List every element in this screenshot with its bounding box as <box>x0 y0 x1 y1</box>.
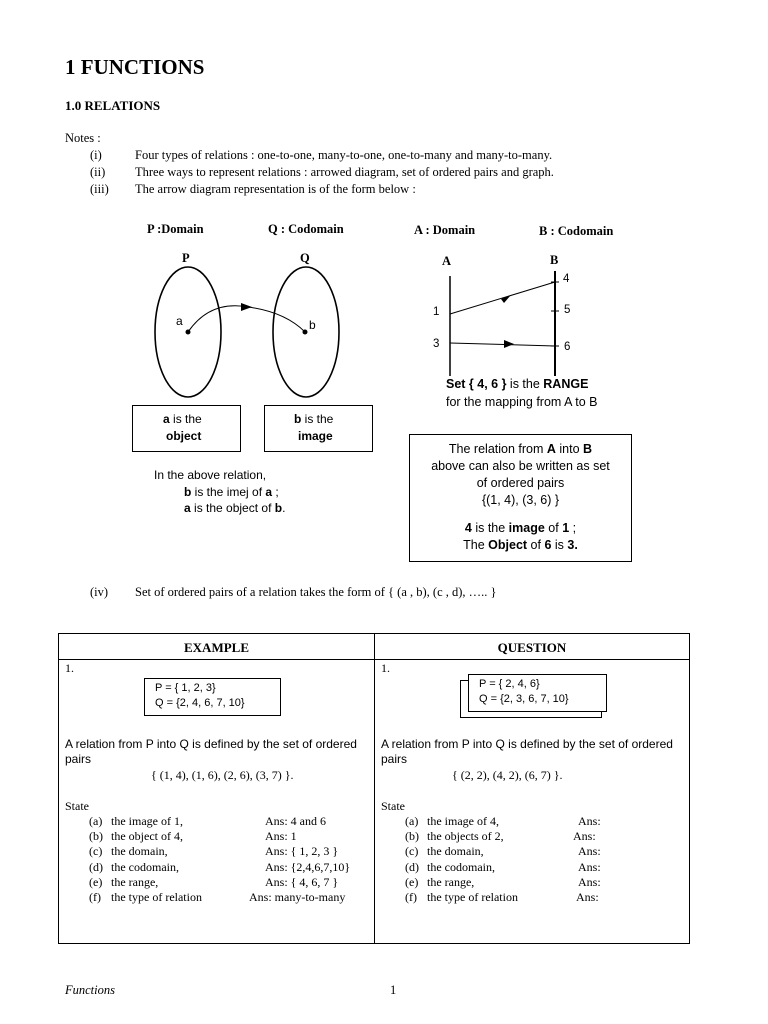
question-item-f: (f) the type of relation <box>405 890 518 904</box>
example-state: State <box>65 799 89 813</box>
relation-line5: 4 is the image of 1 ; <box>464 521 577 535</box>
question-header: QUESTION <box>497 640 567 655</box>
value-1: 1 <box>433 306 440 318</box>
arrow-head-1 <box>501 295 511 303</box>
question-item-c: (c) the domain, <box>405 844 484 858</box>
caption-line1: In the above relation, <box>154 468 267 482</box>
domain-label: P :Domain <box>147 222 204 236</box>
question-set-p: P = { 2, 4, 6} <box>479 678 540 690</box>
value-5: 5 <box>564 304 571 316</box>
question-cell <box>375 660 690 944</box>
question-answer-f: Ans: <box>576 890 599 904</box>
question-item-d: (d) the codomain, <box>405 860 495 874</box>
question-pairs: { (2, 2), (4, 2), (6, 7) }. <box>452 768 563 782</box>
arrow-diagram-pq <box>140 260 350 405</box>
set-q-label: Q <box>300 251 310 265</box>
object-box-line2: object <box>166 429 202 443</box>
example-cell <box>59 660 375 944</box>
note-num: (iv) <box>90 585 109 599</box>
codomain-b-label: B : Codomain <box>539 224 614 238</box>
question-sets-box <box>468 674 607 712</box>
set-a-label: A <box>442 254 452 268</box>
question-desc-line2: pairs <box>381 752 408 766</box>
caption-line2: b is the imej of a ; <box>184 485 279 499</box>
question-answer-e: Ans: <box>578 875 601 889</box>
relation-line4: {(1, 4), (3, 6) } <box>481 493 560 507</box>
example-answer-f: Ans: many-to-many <box>249 890 346 904</box>
note-text: Three ways to represent relations : arrowed diagram, set of ordered pairs and graph. <box>135 165 554 179</box>
question-number: 1. <box>381 661 390 675</box>
codomain-label: Q : Codomain <box>268 222 344 236</box>
set-b-label: B <box>550 253 559 267</box>
caption-line3: a is the object of b. <box>184 501 286 515</box>
object-box-line1: a is the <box>163 412 202 426</box>
arrow-diagram-ab <box>440 268 570 380</box>
example-item-c: (c) the domain, <box>89 844 168 858</box>
note-num: (i) <box>90 148 102 162</box>
relation-note-box <box>409 434 632 562</box>
example-pairs: { (1, 4), (1, 6), (2, 6), (3, 7) }. <box>151 768 294 782</box>
page-number: 1 <box>390 983 397 997</box>
question-answer-a: Ans: <box>578 814 601 828</box>
arrow-head <box>241 303 252 311</box>
example-header-cell <box>59 634 375 660</box>
relation-line2: above can also be written as set <box>431 459 610 473</box>
notes-label: Notes : <box>65 131 101 145</box>
relation-line1: The relation from A into B <box>448 442 593 456</box>
image-box <box>264 405 373 452</box>
example-item-b: (b) the object of 4, <box>89 829 183 843</box>
footer-title: Functions <box>65 983 115 997</box>
example-question-table <box>58 633 690 944</box>
question-set-q: Q = {2, 3, 6, 7, 10} <box>479 693 569 705</box>
note-text: The arrow diagram representation is of the form below : <box>135 182 416 196</box>
question-item-a: (a) the image of 4, <box>405 814 499 828</box>
relation-line6: The Object of 6 is 3. <box>463 538 578 552</box>
example-item-e: (e) the range, <box>89 875 159 889</box>
example-desc-line1: A relation from P into Q is defined by the set of ordered <box>65 737 357 751</box>
example-answer-a: Ans: 4 and 6 <box>265 814 326 828</box>
example-header: EXAMPLE <box>184 640 249 655</box>
value-4: 4 <box>563 273 570 285</box>
label-a: a <box>176 314 183 328</box>
note-text: Set of ordered pairs of a relation takes the form of { (a , b), (c , d), ….. } <box>135 585 497 599</box>
example-answer-b: Ans: 1 <box>265 829 297 843</box>
relation-line3: of ordered pairs <box>476 476 565 490</box>
arrow-head-2 <box>504 340 514 348</box>
range-line2: for the mapping from A to B <box>446 395 598 409</box>
page-title: 1 FUNCTIONS <box>65 55 205 79</box>
example-answer-e: Ans: { 4, 6, 7 } <box>265 875 339 889</box>
example-answer-d: Ans: {2,4,6,7,10} <box>265 860 351 874</box>
image-box-line2: image <box>298 429 333 443</box>
question-item-e: (e) the range, <box>405 875 475 889</box>
section-heading: 1.0 RELATIONS <box>65 98 161 113</box>
question-desc-line1: A relation from P into Q is defined by the set of ordered <box>381 737 673 751</box>
value-3: 3 <box>433 338 440 350</box>
example-set-q: Q = {2, 4, 6, 7, 10} <box>155 697 245 709</box>
value-6: 6 <box>564 341 571 353</box>
question-header-cell <box>375 634 690 660</box>
question-answer-d: Ans: <box>578 860 601 874</box>
example-desc-line2: pairs <box>65 752 92 766</box>
question-state: State <box>381 799 405 813</box>
domain-a-label: A : Domain <box>414 223 476 237</box>
question-answer-c: Ans: <box>578 844 601 858</box>
mapping-arrow <box>188 306 305 332</box>
image-box-line1: b is the <box>294 412 334 426</box>
example-number: 1. <box>65 661 74 675</box>
mapping-3-to-6 <box>450 343 555 346</box>
note-num: (iii) <box>90 182 109 196</box>
example-item-a: (a) the image of 1, <box>89 814 183 828</box>
note-num: (ii) <box>90 165 106 179</box>
label-b: b <box>309 318 316 332</box>
range-line1: Set { 4, 6 } is the RANGE <box>446 377 589 391</box>
question-item-b: (b) the objects of 2, <box>405 829 504 843</box>
set-p-label: P <box>182 251 190 265</box>
example-item-f: (f) the type of relation <box>89 890 202 904</box>
mapping-1-to-4 <box>450 282 555 314</box>
object-box <box>132 405 241 452</box>
example-sets-box <box>144 678 281 716</box>
example-answer-c: Ans: { 1, 2, 3 } <box>265 844 339 858</box>
example-item-d: (d) the codomain, <box>89 860 179 874</box>
example-set-p: P = { 1, 2, 3} <box>155 682 216 694</box>
question-answer-b: Ans: <box>573 829 596 843</box>
note-text: Four types of relations : one-to-one, many-to-one, one-to-many and many-to-many. <box>135 148 553 162</box>
